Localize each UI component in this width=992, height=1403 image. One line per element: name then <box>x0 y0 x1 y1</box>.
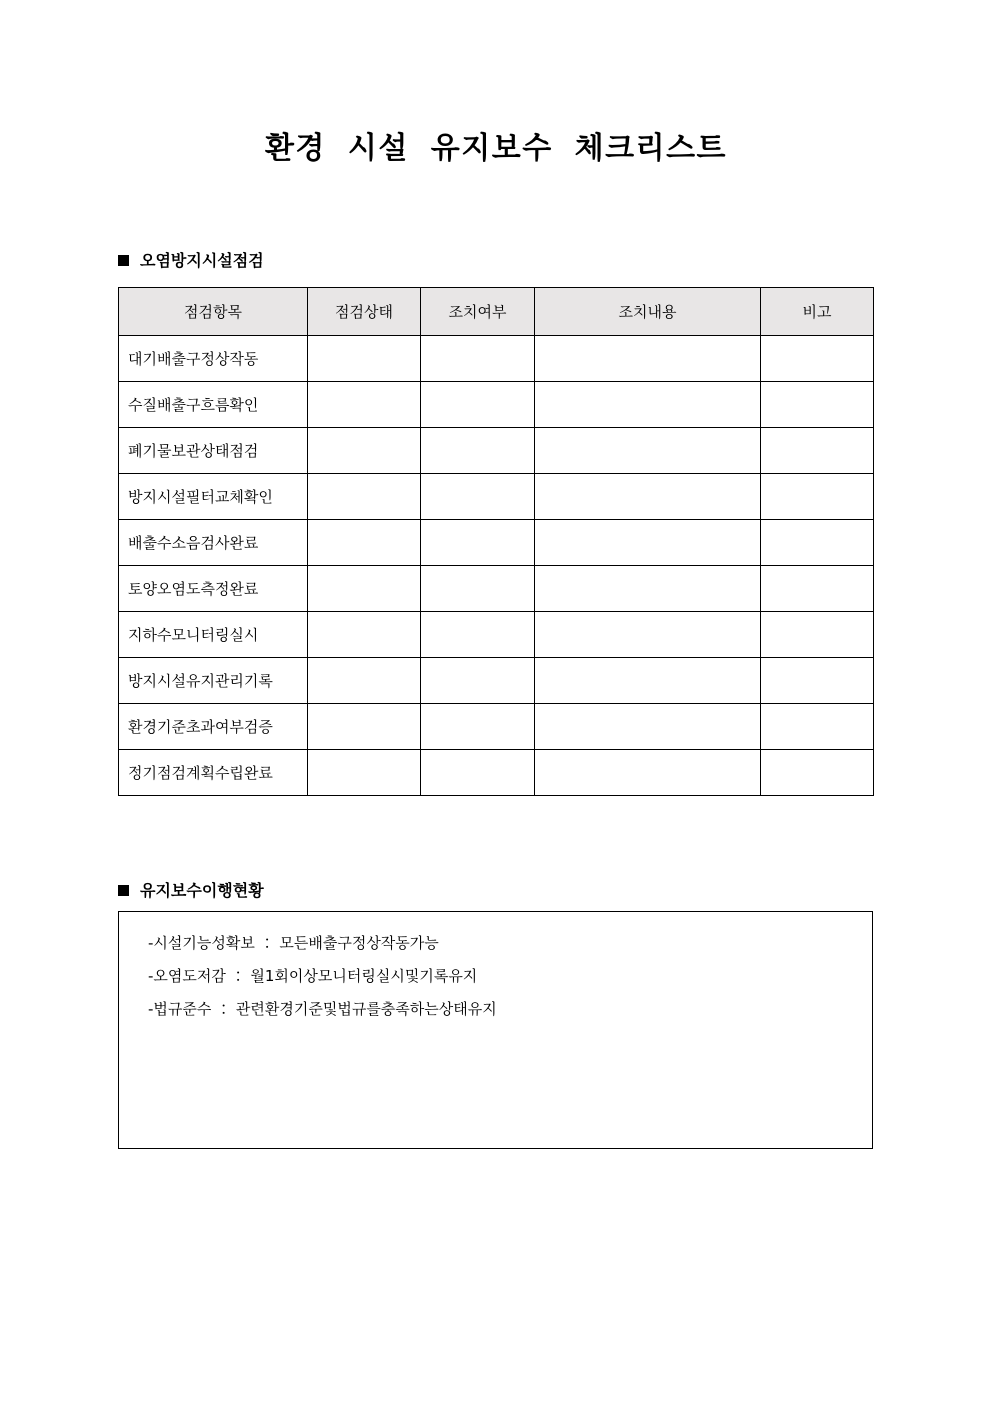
cell-action[interactable] <box>421 612 535 658</box>
note-line: -시설기능성확보 ： 모든배출구정상작동가능 <box>148 934 439 952</box>
table-row <box>119 474 874 520</box>
section-heading-pollution <box>118 251 264 270</box>
cell-action[interactable] <box>421 566 535 612</box>
cell-item: 토양오염도측정완료 <box>119 566 308 612</box>
table-header-row <box>119 288 874 336</box>
cell-note[interactable] <box>761 474 874 520</box>
cell-state[interactable] <box>308 336 421 382</box>
table-row <box>119 428 874 474</box>
table-row <box>119 750 874 796</box>
maintenance-notes-box[interactable] <box>118 911 873 1149</box>
section-heading-maintenance-label: 유지보수이행현황 <box>140 881 264 900</box>
cell-detail[interactable] <box>535 704 761 750</box>
cell-item: 방지시설필터교체확인 <box>119 474 308 520</box>
cell-action[interactable] <box>421 474 535 520</box>
cell-item: 배출수소음검사완료 <box>119 520 308 566</box>
cell-action[interactable] <box>421 704 535 750</box>
cell-detail[interactable] <box>535 658 761 704</box>
cell-note[interactable] <box>761 520 874 566</box>
cell-action[interactable] <box>421 382 535 428</box>
cell-item: 대기배출구정상작동 <box>119 336 308 382</box>
cell-note[interactable] <box>761 750 874 796</box>
cell-detail[interactable] <box>535 474 761 520</box>
cell-note[interactable] <box>761 428 874 474</box>
column-header-action: 조치여부 <box>421 288 535 336</box>
table-row <box>119 658 874 704</box>
cell-detail[interactable] <box>535 566 761 612</box>
cell-note[interactable] <box>761 382 874 428</box>
cell-action[interactable] <box>421 658 535 704</box>
cell-state[interactable] <box>308 382 421 428</box>
note-line: -법규준수 ： 관련환경기준및법규를충족하는상태유지 <box>148 1000 497 1018</box>
cell-detail[interactable] <box>535 612 761 658</box>
table-row <box>119 704 874 750</box>
table-row <box>119 566 874 612</box>
cell-state[interactable] <box>308 566 421 612</box>
cell-action[interactable] <box>421 428 535 474</box>
cell-state[interactable] <box>308 704 421 750</box>
cell-item: 폐기물보관상태점검 <box>119 428 308 474</box>
cell-state[interactable] <box>308 428 421 474</box>
cell-item: 수질배출구흐름확인 <box>119 382 308 428</box>
cell-note[interactable] <box>761 336 874 382</box>
cell-detail[interactable] <box>535 382 761 428</box>
note-line: -오염도저감 ： 월1회이상모니터링실시및기록유지 <box>148 967 478 985</box>
section-heading-maintenance <box>118 881 264 900</box>
cell-state[interactable] <box>308 658 421 704</box>
page-title: 환경 시설 유지보수 체크리스트 <box>264 131 728 166</box>
black-square-icon <box>118 255 129 266</box>
column-header-state: 점검상태 <box>308 288 421 336</box>
table-row <box>119 382 874 428</box>
column-header-note: 비고 <box>761 288 874 336</box>
cell-note[interactable] <box>761 612 874 658</box>
column-header-detail: 조치내용 <box>535 288 761 336</box>
cell-state[interactable] <box>308 612 421 658</box>
table-row <box>119 520 874 566</box>
cell-item: 지하수모니터링실시 <box>119 612 308 658</box>
cell-state[interactable] <box>308 474 421 520</box>
cell-item: 정기점검계획수립완료 <box>119 750 308 796</box>
cell-state[interactable] <box>308 750 421 796</box>
cell-action[interactable] <box>421 336 535 382</box>
cell-state[interactable] <box>308 520 421 566</box>
cell-note[interactable] <box>761 658 874 704</box>
cell-detail[interactable] <box>535 520 761 566</box>
table-row <box>119 612 874 658</box>
cell-note[interactable] <box>761 566 874 612</box>
cell-note[interactable] <box>761 704 874 750</box>
cell-detail[interactable] <box>535 428 761 474</box>
pollution-checklist-table <box>118 287 874 796</box>
cell-item: 방지시설유지관리기록 <box>119 658 308 704</box>
cell-action[interactable] <box>421 750 535 796</box>
cell-item: 환경기준초과여부검증 <box>119 704 308 750</box>
table-row <box>119 336 874 382</box>
cell-action[interactable] <box>421 520 535 566</box>
cell-detail[interactable] <box>535 750 761 796</box>
black-square-icon <box>118 885 129 896</box>
cell-detail[interactable] <box>535 336 761 382</box>
column-header-item: 점검항목 <box>119 288 308 336</box>
section-heading-pollution-label: 오염방지시설점검 <box>140 251 264 270</box>
